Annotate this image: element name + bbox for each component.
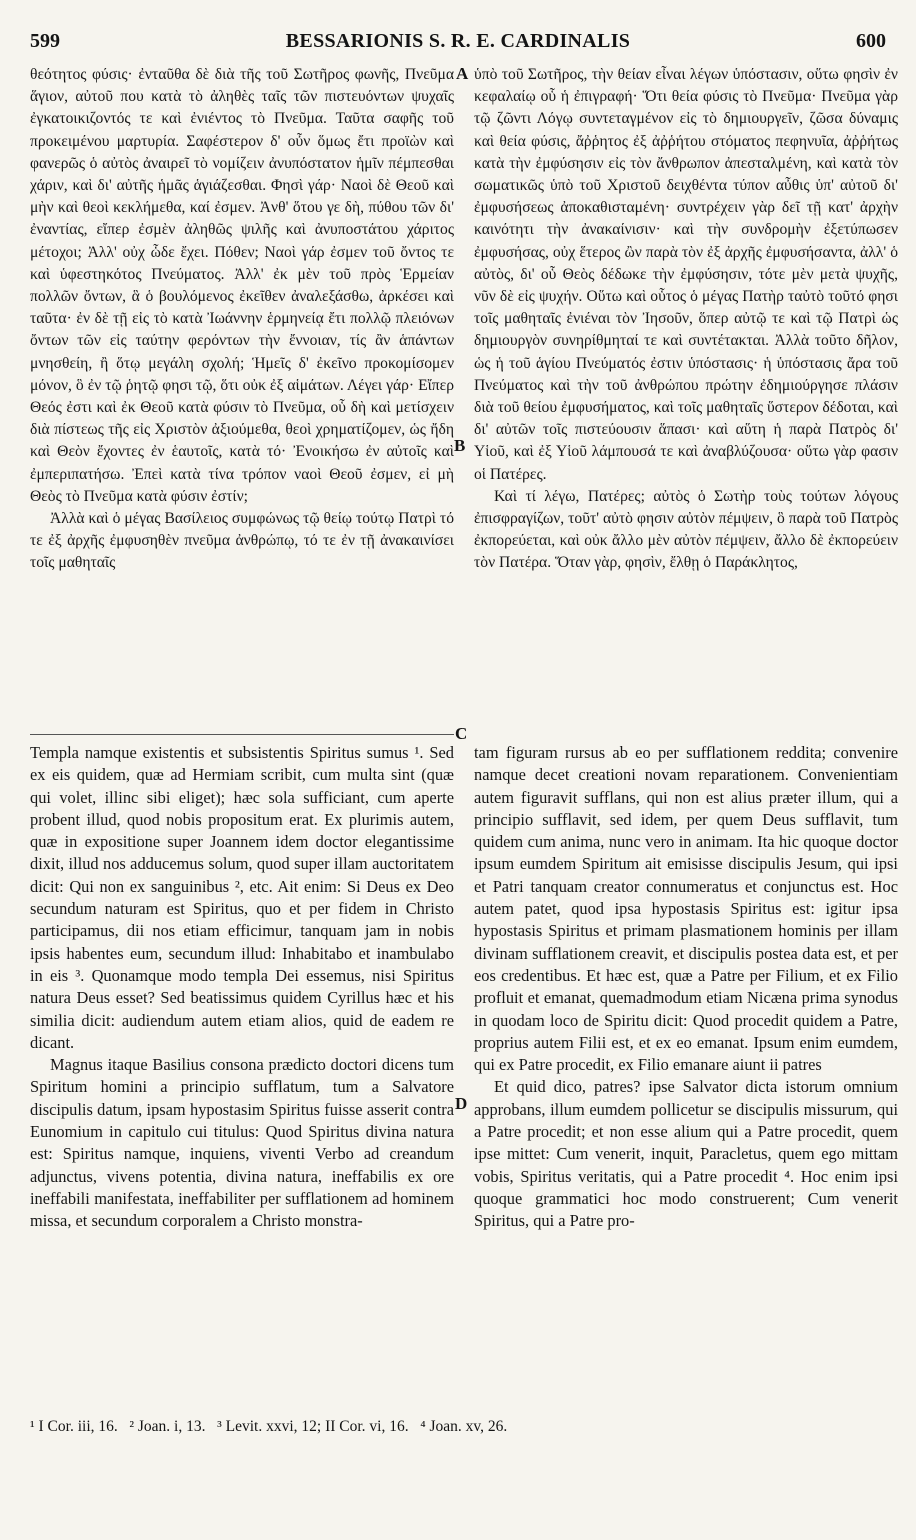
latin-column-right (474, 742, 898, 1402)
margin-letter-a: A (456, 64, 469, 83)
greek-column-left (30, 64, 454, 726)
greek-left-paragraph: θεότητος φύσις· ἐνταῦθα δὲ διὰ τῆς τοῦ Σωτῆρος φωνῆς, Πνεῦμα ἅγιον, αὐτοῦ που κατὰ τὸ ἀληθὲς ταῖς τῶν πιστευόντων ψυχαῖς ἐγκατοικιζοντός τε καὶ ἐνιέντος τὸ Πνεῦμα. Ταῦτα σαφῆς τοῦ προκειμένου μαρτυρία. Σαφέστερον δ' οὖν ὅμως ἔτι προϊὼν καὶ φανερῶς ὁ αὐτὸς ἀναιρεῖ τὸ νομίζειν ἀνυπόστατον ἡμῖν πέμπεσθαι χάριν, καὶ δι' αὐτῆς ἡμᾶς ἁγιάζεσθαι. Φησὶ γάρ· Ναοὶ δὲ Θεοῦ καὶ μὴν καὶ θεοὶ κεκλήμεθα, καί ἐσμεν. Ἀνθ' ὅτου γε δὴ, πύθου τῶν δι' ἐναντίας, εἴπερ ἐσμὲν ἀληθῶς ψιλῆς καὶ ἀνυποστάτου χάριτος μέτοχοι; Ἀλλ' οὐχ ὧδε ἔχει. Πόθεν; Ναοὶ γάρ ἐσμεν τοῦ ὄντος τε καὶ ὑφεστηκότος Πνεύματος. Ἀλλ' ἐκ μὲν τοῦ πρὸς Ἑρμείαν πολλῶν ὄντων, ἃ ὁ βουλόμενος ἐκεῖθεν ἀναλεξάσθω, ἀρκέσει καὶ ταῦτα· ἐν δὲ τῇ εἰς τὸ κατὰ Ἰωάννην ἑρμηνείᾳ ἔτι πολλῷ πλειόνων ὄντων τῶν εἰς ταύτην φερόντων τὴν ἔννοιαν, τίς ἂν ἁπάντων μνησθείη, ἢ ὅτῳ μεγάλη σχολή; Ἡμεῖς δ' ἐκεῖνο προκομίσομεν μόνον, ὃ ἐν τῷ ῥητῷ φησι τῷ, ὅτι οὐκ ἐξ αἱμάτων. Λέγει γάρ· Εἴπερ Θεός ἐστι καὶ ἐκ Θεοῦ κατὰ φύσιν τὸ Πνεῦμα, οὗ δὴ καὶ μετίσχειν διὰ πίστεως τῆς εἰς Χριστὸν ἀξιούμεθα, θεοὶ χρηματίζομεν, ὡς ἤδη καὶ Θεὸν ἔχοντες ἐν ἑαυτοῖς, κατὰ τό· Ἐνοικήσω ἐν αὐτοῖς καὶ ἐμπεριπατήσω. Ἐπεὶ κατὰ τίνα τρόπον ναοὶ Θεοῦ ἐσμεν, εἰ μὴ Θεὸς τὸ Πνεῦμα κατὰ φύσιν ἐστίν; (30, 66, 454, 505)
greek-column-right (474, 64, 898, 724)
margin-letter-b: B (454, 436, 466, 455)
latin-left-paragraph: Templa namque existentis et subsistentis Spiritus sumus ¹. Sed ex eis quidem, quæ ad Hermiam scribit, cum multa sint (quæ qui volet, illinc sibi eliget); hæc sola sufficiant, cum aperte probent illud, quod nobis propositum erat. Ex plurimis autem, quæ in expositione super Joannem idem doctor elegantissime dixit, illud nos adducemus solum, quod super illam auctoritatem dicit: Qui non ex sanguinibus ², etc. Ait enim: Si Deus ex Deo secundum naturam est Spiritus, quo et per fidem in Christo participamus, dii nos etiam efficimur, tanquam jam in nobis ipsis habentes eum, secundum illud: Inhabitabo et inambulabo in eis ³. Quonamque modo templa Dei essemus, nisi Spiritus natura Deus esset? Sed beatissimus quidem Cyrillus hæc et his similia dicit: audiendum autem etiam alios, quid de eadem re dicant. (30, 743, 454, 1052)
greek-right-paragraph: ὑπὸ τοῦ Σωτῆρος, τὴν θείαν εἶναι λέγων ὑπόστασιν, οὕτω φησὶν ἐν κεφαλαίῳ οὗ ἡ ἐπιγραφή· Ὅτι θεία φύσις τὸ Πνεῦμα· Πνεῦμα γὰρ τῷ ζῶντι Λόγῳ συντεταγμένον εἰς τὸ δημιουργεῖν, ζῶσα δύναμις καὶ θεία φύσις, ἄῤῥητος ἐξ ἀῤῥήτου στόματος πεφηνυῖα, ἀῤῥήτως κατὰ τὴν ἐμφύσησιν εἰς τὸν ἄνθρωπον ἀπεσταλμένη, καὶ κατὰ τὸν σωματικῶς ὑπὸ τοῦ Χριστοῦ δειχθέντα τύπον αὖθις ὑπ' αὐτοῦ δι' ἐμφυσήσεως ἀποκαθισταμένη· συντρέχειν γὰρ δεῖ τῇ κατ' ἀρχὴν καινότητι τὴν ἀνακαίνισιν· καὶ τὴν συνδρομὴν ἐξετύπωσεν ἐμφυσήσας, οὐχ ἕτερος ὢν παρὰ τὸν ἐξ ἀρχῆς ἐμφυσήσαντα, ἀλλ' ὁ αὐτὸς, δι' οὗ Θεὸς δέδωκε τὴν ἐμφύσησιν, τότε μὲν μετὰ ψυχῆς, νῦν δὲ εἰς ψυχήν. Οὕτω καὶ οὗτος ὁ μέγας Πατὴρ ταὐτὸ τοῦτό φησι τοῖς μαθηταῖς ἐνιέναι τὸν Ἰησοῦν, ὅπερ αὐτῷ τε καὶ τῷ Πατρὶ ὡς δημιουργὸν συνηρίθμηταί τε καὶ συντέτακται. Ἀλλὰ τοῦτο δῆλον, ὡς ἡ τοῦ ἁγίου Πνεύματός ἐστιν ὑπόστασις· ἡ ὑπόστασις ἄρα τοῦ Πνεύματος καὶ τὴν τοῦ ἀνθρώπου πρώτην ἐδημιούργησε πλάσιν διὰ τοῦ θείου ἐμφυσήματος, καὶ τοῖς μαθηταῖς ὕστερον δέδοται, καὶ δι' αὐτῶν τοῖς πιστεύουσιν ἅπασι· καὶ αὕτη ἡ παρὰ Πατρὸς δι' Υἱοῦ, καὶ ἐξ Υἱοῦ λάμπουσά τε καὶ ἀναβλύζουσα· οὕτω γὰρ φασιν οἱ Πατέρες. (474, 66, 898, 483)
page-number-right: 600 (856, 30, 886, 52)
greek-left-paragraph: Ἀλλὰ καὶ ὁ μέγας Βασίλειος συμφώνως τῷ θείῳ τούτῳ Πατρὶ τό τε ἐξ ἀρχῆς ἐμφυσηθὲν πνεῦμα ἀνθρώπῳ, τό τε ἐν τῇ ἀνακαινίσει τοῖς μαθηταῖς (30, 510, 454, 572)
latin-right-paragraph: Et quid dico, patres? ipse Salvator dicta istorum omnium approbans, illum eumdem pollicetur se discipulis missurum, qui a Patre procedit; et non esse alium qui a Patre procedit, quem ipse mittet: Cum venerit, inquit, Paracletus, quem ego mittam vobis, Spiritus veritatis, qui a Patre procedit ⁴. Hoc enim ipsi quoque grammatici hoc modo construerent; Cum venerit Spiritus, qui a Patre pro- (474, 1077, 898, 1231)
latin-column-left (30, 742, 454, 1402)
running-header (30, 30, 886, 56)
latin-left-paragraph: Magnus itaque Basilius consona prædicto doctori dicens tum Spiritum homini a principio sufflatum, tum a Salvatore discipulis datum, ipsam hypostasim Spiritus fuisse asserit contra Eunomium in capitulo cui titulus: Quod Spiritus divina natura est: Spiritus namque, inquiens, viventi Verbo ad creandum adjunctus, vivens potentia, divina natura, ineffabilis ex ore ineffabili manifestata, ineffabiliter per sufflationem ad hominem missa, et secundum corporalem a Christo monstra- (30, 1055, 454, 1231)
margin-letter-c: C (455, 724, 468, 743)
running-title: BESSARIONIS S. R. E. CARDINALIS (285, 30, 631, 52)
page-number-left: 599 (30, 30, 60, 52)
greek-right-paragraph: Καὶ τί λέγω, Πατέρες; αὐτὸς ὁ Σωτὴρ τοὺς τούτων λόγους ἐπισφραγίζων, τοῦτ' αὐτὸ φησιν αὐτὸν πέμψειν, ὃ παρὰ τοῦ Πατρὸς ἐκπορεύεται, καὶ οὐκ ἄλλο μὲν αὐτὸν πέμψειν, ἄλλο δὲ ἐκπορεύειν τὸν Πατέρα. Ὅταν γὰρ, φησὶν, ἔλθῃ ὁ Παράκλητος, (474, 487, 898, 572)
section-divider (30, 734, 454, 735)
latin-right-paragraph: tam figuram rursus ab eo per sufflationem reddita; convenire namque decet creationi novam reparationem. Convenientiam autem figuravit sufflans, qui non est alius præter illum, qui a principio sufflavit, sed idem, per quem Deus sufflavit, tum quidem cum anima, nunc vero in animam. Ita hic quoque doctor ipsum eumdem Spiritum ait emisisse discipulis Jesum, qui ipsi et Patri tanquam creator connumeratus et conjunctus est. Hoc autem patet, quod ipsa hypostasis Spiritus est: igitur ipsa hypostasis Spiritus et primam plasmationem hominis per illam divinam sufflationem creavit, et discipulis postea data est, et per eos credentibus. Et hæc est, quæ a Patre per Filium, et ex Filio profluit et emanat, quemadmodum etiam Nicæna prima synodus in quodam loco de Spiritu dicit: Quod procedit quidem a Patre, proprius autem Filii est, et ex eo emanat. Ipsum enim eumdem, qui ex Patre procedit, ex Filio emanare aiunt ii patres (474, 743, 898, 1075)
footnotes: ¹ I Cor. iii, 16. ² Joan. i, 13. ³ Levit. xxvi, 12; II Cor. vi, 16. ⁴ Joan. xv, 26. (30, 1418, 508, 1435)
margin-letter-d: D (455, 1094, 468, 1113)
